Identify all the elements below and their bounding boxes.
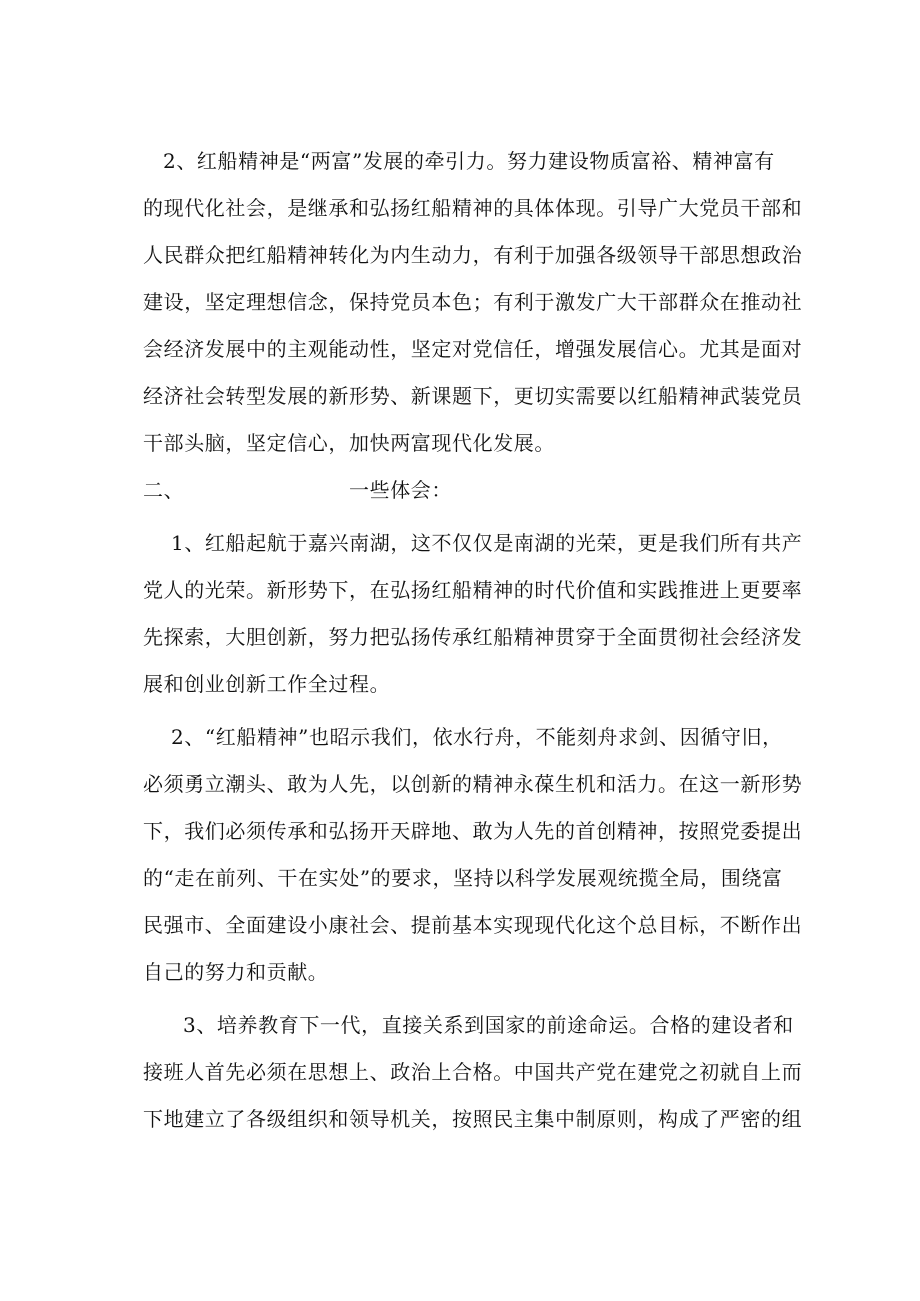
text-line: 先探索，大胆创新，努力把弘扬传承红船精神贯穿于全面贯彻社会经济发 [143,625,803,649]
section-number: 二、 [143,478,185,502]
text-line: 3、培养教育下一代，直接关系到国家的前途命运。合格的建设者和 [183,1013,794,1037]
text-line: 自己的努力和贡献。 [143,960,329,984]
text-line: 会经济发展中的主观能动性，坚定对党信任，增强发展信心。尤其是面对 [143,337,803,361]
paragraph-innovation-spirit [143,714,803,996]
text-line: 的现代化社会，是继承和弘扬红船精神的具体体现。引导广大党员干部和 [143,196,803,220]
text-line: 2、“红船精神”也昭示我们，依水行舟，不能刻舟求剑、因循守旧， [171,725,783,749]
text-line: 下地建立了各级组织和领导机关，按照民主集中制原则，构成了严密的组 [143,1107,803,1131]
paragraph-red-boat-driving-force [143,138,803,467]
paragraph-nanhu-glory [143,520,803,708]
text-line: 建设，坚定理想信念，保持党员本色；有利于激发广大干部群众在推动社 [143,290,803,314]
document-body [143,138,803,1143]
text-line: 下，我们必须传承和弘扬开天辟地、敢为人先的首创精神，按照党委提出 [143,819,803,843]
text-line: 的“走在前列、干在实处”的要求，坚持以科学发展观统揽全局，围绕富 [143,866,783,890]
text-line: 2、红船精神是“两富”发展的牵引力。努力建设物质富裕、精神富有 [163,149,775,173]
section-heading [143,467,783,514]
text-line: 干部头脑，坚定信心，加快两富现代化发展。 [143,431,555,455]
text-line: 人民群众把红船精神转化为内生动力，有利于加强各级领导干部思想政治 [143,243,803,267]
text-line: 必须勇立潮头、敢为人先，以创新的精神永葆生机和活力。在这一新形势 [143,772,803,796]
text-line: 展和创业创新工作全过程。 [143,672,391,696]
text-line: 民强市、全面建设小康社会、提前基本实现现代化这个总目标，不断作出 [143,913,803,937]
section-title: 一些体会： [349,478,452,502]
paragraph-next-generation [143,1002,803,1143]
text-line: 党人的光荣。新形势下，在弘扬红船精神的时代价值和实践推进上更要率 [143,578,803,602]
text-line: 经济社会转型发展的新形势、新课题下，更切实需要以红船精神武装党员 [143,384,803,408]
text-line: 1、红船起航于嘉兴南湖，这不仅仅是南湖的光荣，更是我们所有共产 [171,531,803,555]
text-line: 接班人首先必须在思想上、政治上合格。中国共产党在建党之初就自上而 [143,1060,803,1084]
